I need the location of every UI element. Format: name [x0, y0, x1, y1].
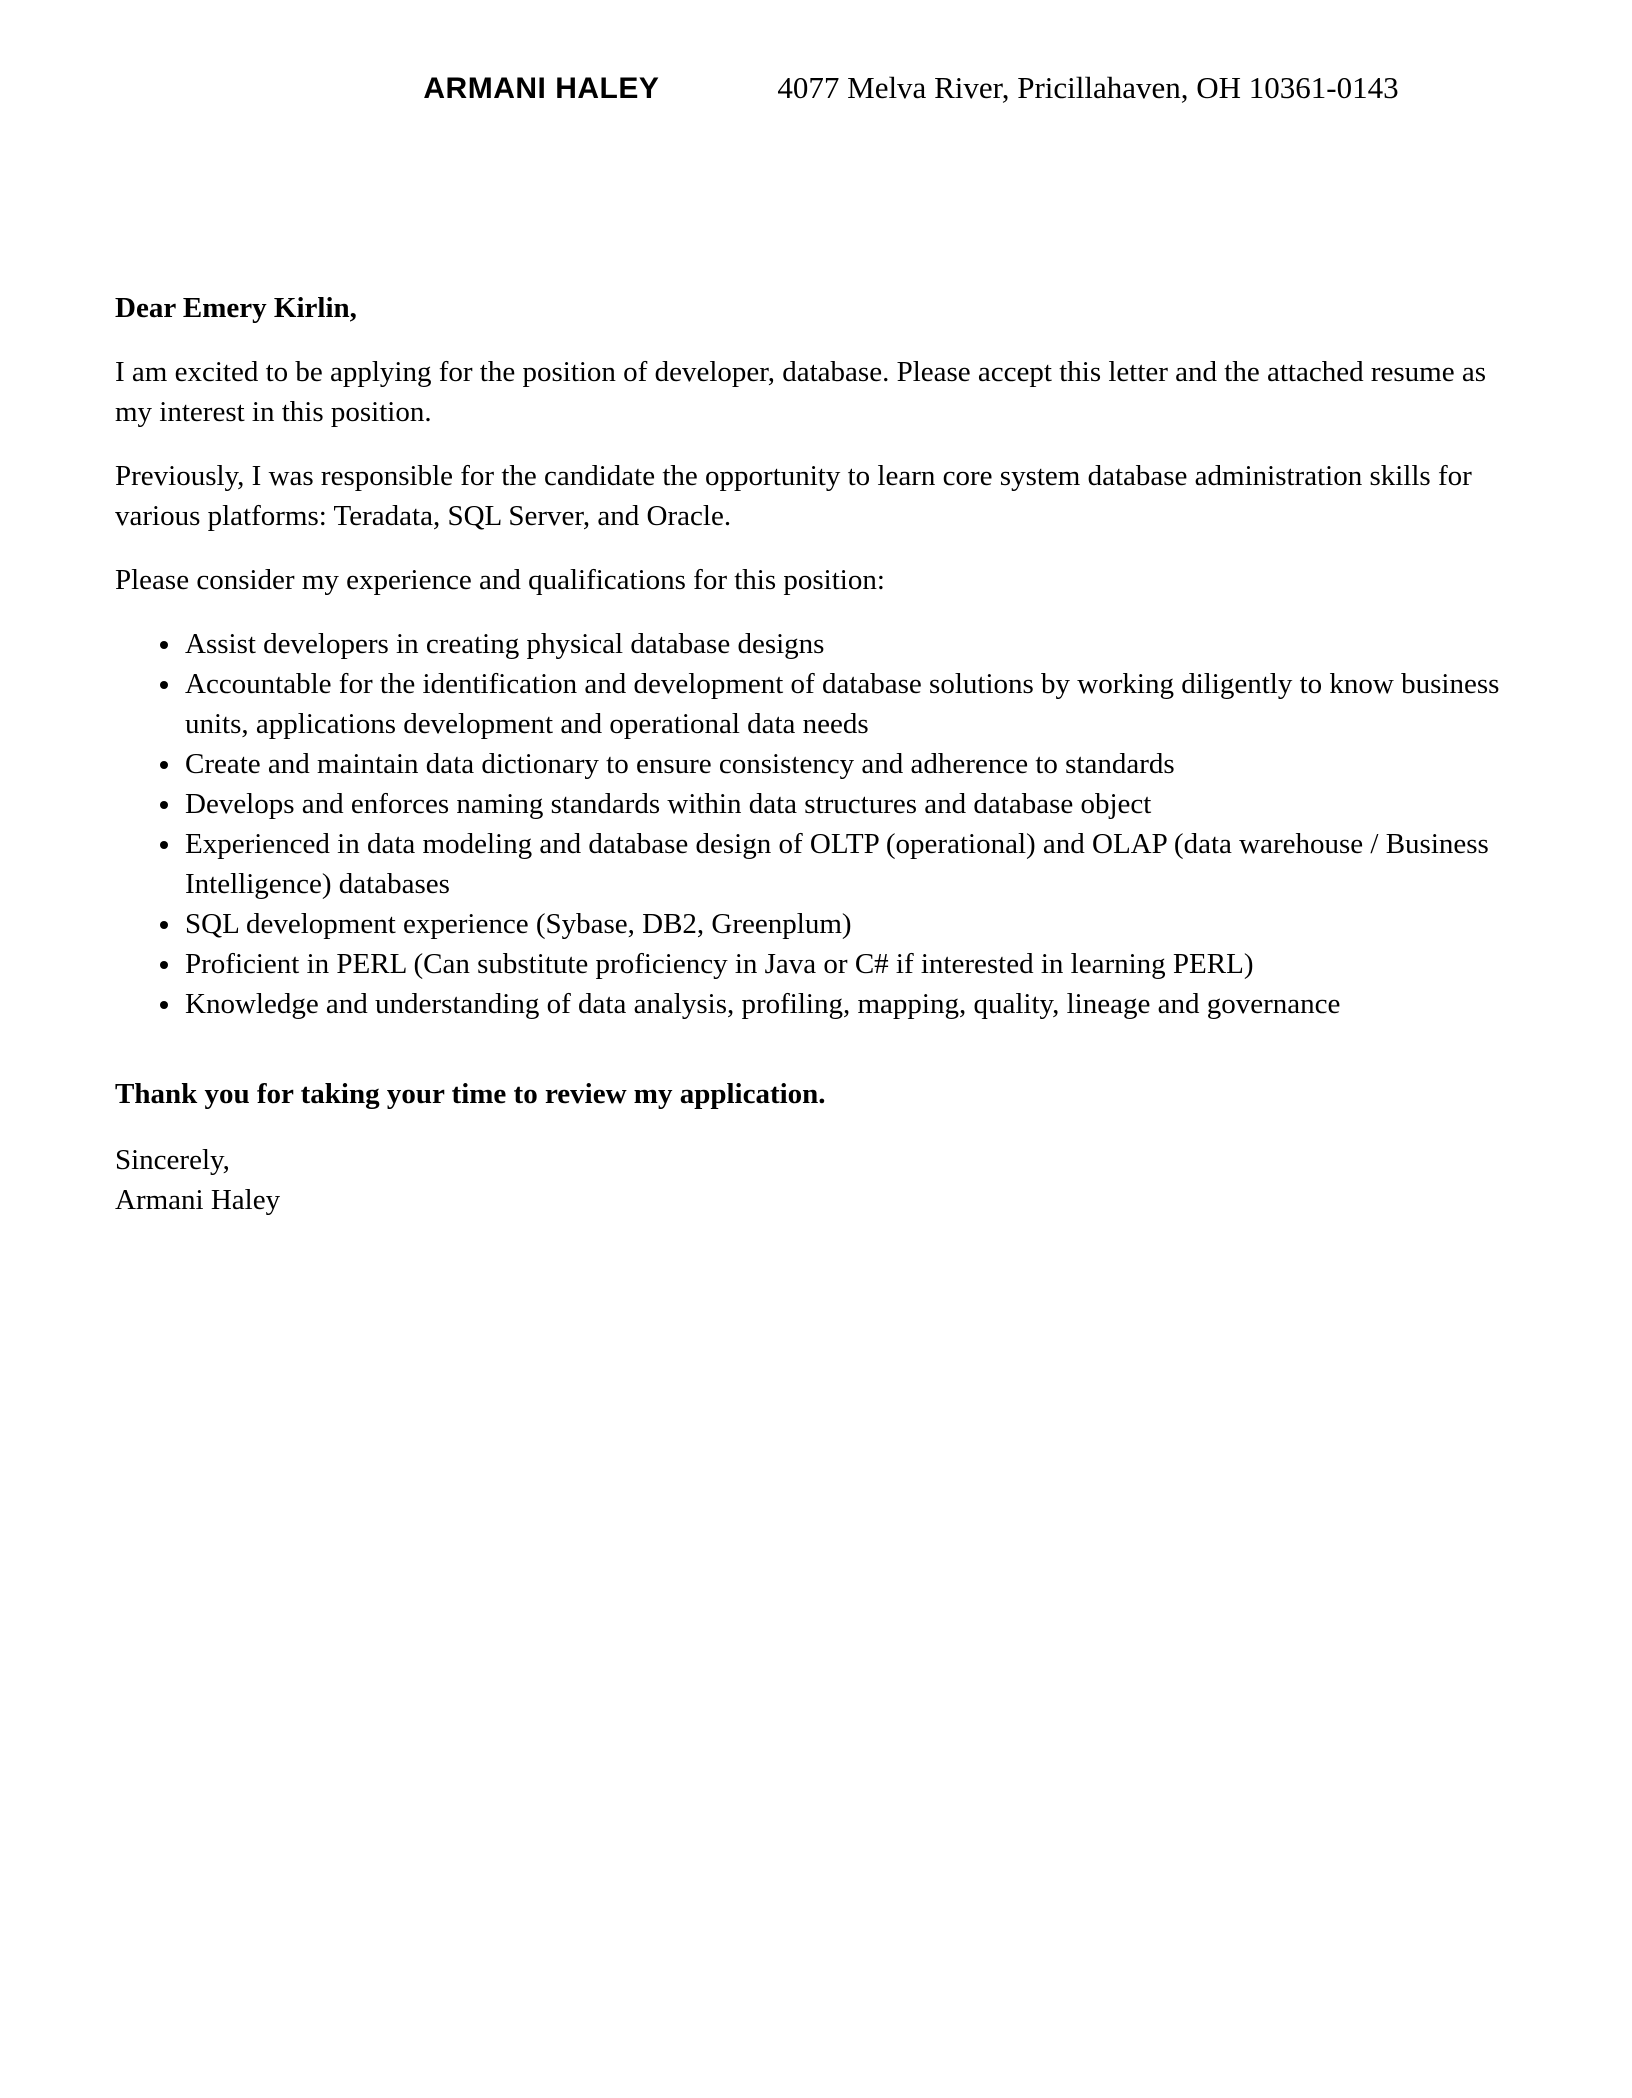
sender-name: ARMANI HALEY	[423, 72, 660, 105]
qualification-item: • Develops and enforces naming standards within data structures and database object	[183, 784, 1517, 824]
paragraph-previous-experience: Previously, I was responsible for the candidate the opportunity to learn core system database administration skills for various platforms: Teradata, SQL Server, and Oracle.	[115, 460, 1472, 532]
qualification-item: • SQL development experience (Sybase, DB2, Greenplum)	[183, 904, 1517, 944]
salutation: Dear Emery Kirlin,	[115, 292, 357, 324]
sender-address: 4077 Melva River, Pricillahaven, OH 10361-0143	[777, 70, 1399, 105]
qualification-item: • Accountable for the identification and development of database solutions by working diligently to know business units, applications development and operational data needs	[183, 664, 1517, 744]
closing-statement: Thank you for taking your time to review my application.	[115, 1078, 826, 1110]
signature-name: Armani Haley	[115, 1184, 281, 1216]
qualification-item: • Knowledge and understanding of data analysis, profiling, mapping, quality, lineage and governance	[183, 984, 1517, 1024]
letter-body	[115, 288, 1517, 1220]
paragraph-intro: I am excited to be applying for the position of developer, database. Please accept this letter and the attached resume as my interest in this position.	[115, 356, 1486, 428]
qualification-item: • Experienced in data modeling and database design of OLTP (operational) and OLAP (data warehouse / Business Intelligence) databases	[183, 824, 1517, 904]
qualifications-list	[115, 624, 1517, 1024]
qualification-item: • Proficient in PERL (Can substitute proficiency in Java or C# if interested in learning PERL)	[183, 944, 1517, 984]
paragraph-consider: Please consider my experience and qualifications for this position:	[115, 564, 885, 596]
qualification-item: • Create and maintain data dictionary to ensure consistency and adherence to standards	[183, 744, 1517, 784]
qualification-item: • Assist developers in creating physical database designs	[183, 624, 1517, 664]
signoff-block	[115, 1140, 1517, 1220]
letter-header	[115, 70, 1517, 106]
signoff: Sincerely,	[115, 1144, 230, 1176]
